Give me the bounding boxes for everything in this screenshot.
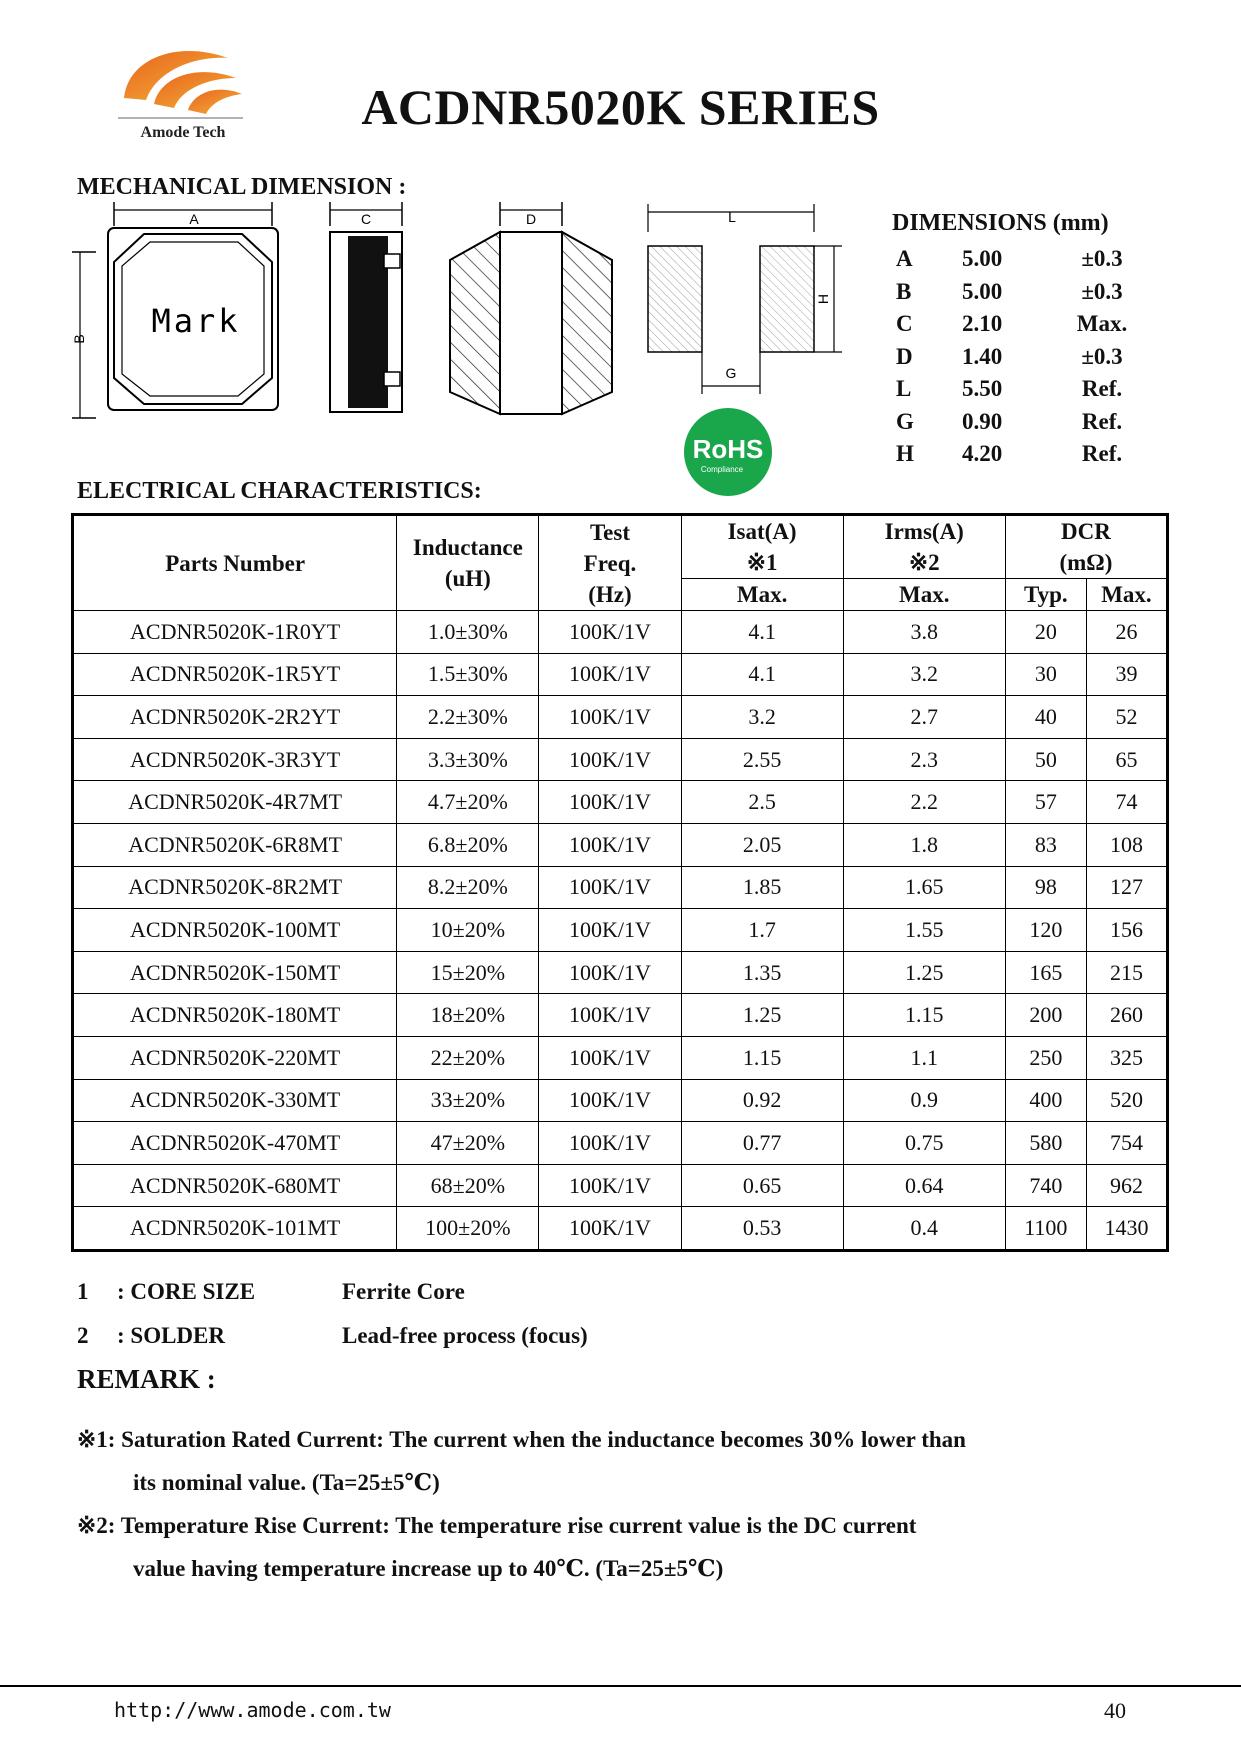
cell-inductance: 10±20%: [397, 909, 539, 952]
header-part-number: Parts Number: [73, 515, 397, 611]
cell-inductance: 68±20%: [397, 1164, 539, 1207]
header-dcr-typ: Typ.: [1005, 579, 1086, 611]
dimensions-title: DIMENSIONS (mm): [892, 210, 1109, 236]
cell-part-number: ACDNR5020K-150MT: [73, 951, 397, 994]
cell-dcr-max: 26: [1086, 611, 1167, 654]
cell-isat-max: 1.35: [681, 951, 843, 994]
cell-isat-max: 2.5: [681, 781, 843, 824]
table-row: [73, 653, 1168, 696]
cell-irms-max: 1.65: [843, 866, 1005, 909]
cell-test-freq: 100K/1V: [539, 781, 681, 824]
cell-isat-max: 2.05: [681, 823, 843, 866]
cell-part-number: ACDNR5020K-330MT: [73, 1079, 397, 1122]
rohs-badge-icon: [684, 408, 772, 496]
cell-dcr-typ: 400: [1005, 1079, 1086, 1122]
rohs-subtext: Compliance: [700, 465, 744, 474]
header-inductance: Inductance (uH): [397, 515, 539, 611]
note-row: 2 : SOLDER Lead-free process (focus): [77, 1323, 588, 1348]
header-irms: Irms(A) ※2: [843, 515, 1005, 579]
cell-dcr-typ: 165: [1005, 951, 1086, 994]
table-row: [73, 738, 1168, 781]
cell-isat-max: 0.53: [681, 1207, 843, 1251]
header-dcr: DCR (mΩ): [1005, 515, 1167, 579]
header-irms-max: Max.: [843, 579, 1005, 611]
dimensions-list: [892, 210, 1152, 471]
table-row: [73, 909, 1168, 952]
cell-inductance: 33±20%: [397, 1079, 539, 1122]
cell-isat-max: 0.92: [681, 1079, 843, 1122]
dimension-row: G 0.90 Ref.: [896, 408, 1123, 434]
cell-test-freq: 100K/1V: [539, 994, 681, 1037]
cell-test-freq: 100K/1V: [539, 738, 681, 781]
cell-inductance: 8.2±20%: [397, 866, 539, 909]
cell-test-freq: 100K/1V: [539, 1122, 681, 1165]
cell-test-freq: 100K/1V: [539, 1207, 681, 1251]
dim-label-b: B: [72, 334, 87, 344]
cell-test-freq: 100K/1V: [539, 1036, 681, 1079]
cell-test-freq: 100K/1V: [539, 951, 681, 994]
cell-part-number: ACDNR5020K-1R0YT: [73, 611, 397, 654]
cell-dcr-max: 754: [1086, 1122, 1167, 1165]
cell-inductance: 4.7±20%: [397, 781, 539, 824]
cell-part-number: ACDNR5020K-2R2YT: [73, 696, 397, 739]
table-row: [73, 823, 1168, 866]
footer-divider: [0, 1685, 1241, 1687]
cell-part-number: ACDNR5020K-6R8MT: [73, 823, 397, 866]
cell-dcr-max: 127: [1086, 866, 1167, 909]
cell-irms-max: 0.64: [843, 1164, 1005, 1207]
cell-part-number: ACDNR5020K-220MT: [73, 1036, 397, 1079]
cell-dcr-typ: 57: [1005, 781, 1086, 824]
cell-isat-max: 1.85: [681, 866, 843, 909]
cell-isat-max: 1.15: [681, 1036, 843, 1079]
cell-isat-max: 0.77: [681, 1122, 843, 1165]
cell-isat-max: 0.65: [681, 1164, 843, 1207]
dim-label-c: C: [360, 211, 372, 227]
cell-irms-max: 1.25: [843, 951, 1005, 994]
cell-isat-max: 4.1: [681, 611, 843, 654]
remark-2-line-1: ※2: Temperature Rise Current: The temperature rise current value is the DC current: [77, 1513, 917, 1538]
cell-dcr-max: 260: [1086, 994, 1167, 1037]
cell-dcr-typ: 30: [1005, 653, 1086, 696]
top-view-drawing: [72, 202, 278, 418]
cell-part-number: ACDNR5020K-100MT: [73, 909, 397, 952]
cell-irms-max: 3.8: [843, 611, 1005, 654]
remark-2-line-2: value having temperature increase up to 40℃. (Ta=25±5℃): [133, 1556, 724, 1581]
cell-inductance: 18±20%: [397, 994, 539, 1037]
cell-dcr-max: 39: [1086, 653, 1167, 696]
cell-irms-max: 3.2: [843, 653, 1005, 696]
rohs-text: RoHS: [692, 434, 764, 464]
cell-irms-max: 0.4: [843, 1207, 1005, 1251]
side-view-drawing: [330, 202, 402, 412]
cell-dcr-max: 325: [1086, 1036, 1167, 1079]
cell-test-freq: 100K/1V: [539, 653, 681, 696]
table-row: [73, 781, 1168, 824]
cell-irms-max: 1.55: [843, 909, 1005, 952]
header-dcr-max: Max.: [1086, 579, 1167, 611]
cell-test-freq: 100K/1V: [539, 611, 681, 654]
cell-dcr-typ: 250: [1005, 1036, 1086, 1079]
cell-test-freq: 100K/1V: [539, 1164, 681, 1207]
electrical-spec-table: [71, 513, 1169, 1252]
land-pattern-drawing: [648, 204, 842, 394]
table-row: [73, 696, 1168, 739]
cell-dcr-max: 52: [1086, 696, 1167, 739]
cell-isat-max: 4.1: [681, 653, 843, 696]
cell-inductance: 1.5±30%: [397, 653, 539, 696]
cell-test-freq: 100K/1V: [539, 1079, 681, 1122]
note-row: 1 : CORE SIZE Ferrite Core: [77, 1279, 465, 1304]
cell-dcr-max: 520: [1086, 1079, 1167, 1122]
table-row: [73, 951, 1168, 994]
remark-1-line-2: its nominal value. (Ta=25±5℃): [133, 1470, 440, 1495]
table-row: [73, 1164, 1168, 1207]
dimension-row: A 5.00 ±0.3: [896, 246, 1123, 272]
mechanical-drawings: [72, 202, 862, 502]
page-title: ACDNR5020K SERIES: [361, 79, 880, 135]
cell-inductance: 22±20%: [397, 1036, 539, 1079]
cell-part-number: ACDNR5020K-180MT: [73, 994, 397, 1037]
cell-dcr-max: 108: [1086, 823, 1167, 866]
cell-part-number: ACDNR5020K-101MT: [73, 1207, 397, 1251]
table-row: [73, 866, 1168, 909]
cell-part-number: ACDNR5020K-4R7MT: [73, 781, 397, 824]
cell-part-number: ACDNR5020K-680MT: [73, 1164, 397, 1207]
cell-dcr-typ: 580: [1005, 1122, 1086, 1165]
cell-irms-max: 0.75: [843, 1122, 1005, 1165]
cell-dcr-max: 962: [1086, 1164, 1167, 1207]
cell-test-freq: 100K/1V: [539, 696, 681, 739]
page-number: 40: [1104, 1698, 1126, 1723]
cell-isat-max: 1.25: [681, 994, 843, 1037]
header-isat: Isat(A) ※1: [681, 515, 843, 579]
header-test-freq: Test Freq. (Hz): [539, 515, 681, 611]
dimension-row: D 1.40 ±0.3: [896, 343, 1123, 369]
mark-text: Mark: [151, 302, 241, 340]
logo-text: Amode Tech: [140, 124, 226, 141]
table-row: [73, 611, 1168, 654]
dim-label-h: H: [815, 293, 831, 305]
cell-inductance: 47±20%: [397, 1122, 539, 1165]
remark-1-line-1: ※1: Saturation Rated Current: The current when the inductance becomes 30% lower than: [77, 1427, 966, 1452]
cell-dcr-typ: 1100: [1005, 1207, 1086, 1251]
cell-dcr-typ: 740: [1005, 1164, 1086, 1207]
cell-part-number: ACDNR5020K-3R3YT: [73, 738, 397, 781]
table-row: [73, 1036, 1168, 1079]
cell-dcr-max: 1430: [1086, 1207, 1167, 1251]
cell-irms-max: 2.7: [843, 696, 1005, 739]
cell-irms-max: 0.9: [843, 1079, 1005, 1122]
cell-inductance: 100±20%: [397, 1207, 539, 1251]
cell-irms-max: 1.15: [843, 994, 1005, 1037]
table-row: [73, 994, 1168, 1037]
cell-isat-max: 3.2: [681, 696, 843, 739]
cell-part-number: ACDNR5020K-1R5YT: [73, 653, 397, 696]
cell-dcr-max: 65: [1086, 738, 1167, 781]
mechanical-dimension-label: MECHANICAL DIMENSION :: [77, 174, 407, 200]
notes-list: [77, 1270, 588, 1358]
dim-label-a: A: [189, 211, 199, 227]
cell-dcr-typ: 50: [1005, 738, 1086, 781]
remark-title: REMARK :: [77, 1364, 216, 1394]
cell-dcr-typ: 98: [1005, 866, 1086, 909]
dimension-row: B 5.00 ±0.3: [896, 278, 1123, 304]
table-row: [73, 1079, 1168, 1122]
cell-irms-max: 1.8: [843, 823, 1005, 866]
cell-test-freq: 100K/1V: [539, 909, 681, 952]
table-row: [73, 1207, 1168, 1251]
cell-dcr-max: 156: [1086, 909, 1167, 952]
cell-inductance: 6.8±20%: [397, 823, 539, 866]
dim-label-l: L: [728, 209, 736, 225]
cell-irms-max: 2.3: [843, 738, 1005, 781]
cell-irms-max: 1.1: [843, 1036, 1005, 1079]
cell-inductance: 15±20%: [397, 951, 539, 994]
cell-inductance: 2.2±30%: [397, 696, 539, 739]
cell-dcr-typ: 200: [1005, 994, 1086, 1037]
cell-dcr-max: 215: [1086, 951, 1167, 994]
cell-part-number: ACDNR5020K-470MT: [73, 1122, 397, 1165]
cell-dcr-typ: 20: [1005, 611, 1086, 654]
cell-dcr-typ: 83: [1005, 823, 1086, 866]
dimension-row: L 5.50 Ref.: [896, 376, 1123, 402]
dimension-row: H 4.20 Ref.: [896, 441, 1123, 467]
dimension-row: C 2.10 Max.: [896, 311, 1128, 337]
electrical-characteristics-label: ELECTRICAL CHARACTERISTICS:: [77, 478, 482, 504]
cell-dcr-typ: 40: [1005, 696, 1086, 739]
remark-text: [77, 1418, 1177, 1590]
header-isat-max: Max.: [681, 579, 843, 611]
cell-isat-max: 1.7: [681, 909, 843, 952]
table-row: [73, 1122, 1168, 1165]
cell-isat-max: 2.55: [681, 738, 843, 781]
dim-label-d: D: [525, 211, 537, 227]
cell-dcr-max: 74: [1086, 781, 1167, 824]
cell-test-freq: 100K/1V: [539, 823, 681, 866]
cross-section-drawing: [450, 202, 612, 414]
cell-irms-max: 2.2: [843, 781, 1005, 824]
cell-test-freq: 100K/1V: [539, 866, 681, 909]
cell-part-number: ACDNR5020K-8R2MT: [73, 866, 397, 909]
cell-inductance: 3.3±30%: [397, 738, 539, 781]
footer-url-link[interactable]: http://www.amode.com.tw: [114, 1698, 391, 1722]
cell-dcr-typ: 120: [1005, 909, 1086, 952]
dim-label-g: G: [725, 365, 737, 381]
cell-inductance: 1.0±30%: [397, 611, 539, 654]
